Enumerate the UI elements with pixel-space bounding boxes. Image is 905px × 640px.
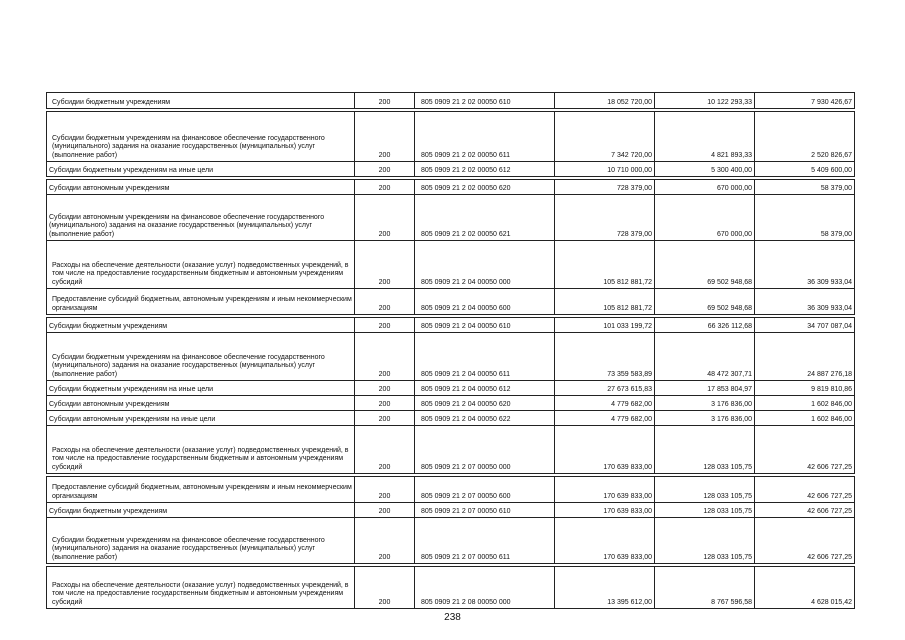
- row-executed-cell: 128 033 105,75: [655, 477, 755, 503]
- row-unexecuted-cell: 42 606 727,25: [755, 518, 855, 564]
- row-executed-cell: 3 176 836,00: [655, 411, 755, 426]
- row-approved-cell: 170 639 833,00: [555, 518, 655, 564]
- row-unexecuted-cell: 7 930 426,67: [755, 93, 855, 109]
- row-name-cell: Субсидии бюджетным учреждениям на иные цели: [47, 162, 355, 177]
- row-approved-cell: 73 359 583,89: [555, 333, 655, 381]
- table-row: [47, 289, 855, 315]
- row-approved-cell: 728 379,00: [555, 180, 655, 195]
- table-row: [47, 93, 855, 109]
- row-executed-cell: 8 767 596,58: [655, 567, 755, 609]
- row-approved-cell: 105 812 881,72: [555, 241, 655, 289]
- row-unexecuted-cell: 9 819 810,86: [755, 381, 855, 396]
- table-row: [47, 518, 855, 564]
- row-executed-cell: 5 300 400,00: [655, 162, 755, 177]
- row-code-cell: 200: [355, 567, 415, 609]
- row-code-cell: 200: [355, 180, 415, 195]
- row-approved-cell: 170 639 833,00: [555, 426, 655, 474]
- table-row: [47, 180, 855, 195]
- row-classifier-cell: 805 0909 21 2 04 00050 612: [415, 381, 555, 396]
- row-code-cell: 200: [355, 241, 415, 289]
- table-row: [47, 381, 855, 396]
- row-classifier-cell: 805 0909 21 2 02 00050 620: [415, 180, 555, 195]
- row-approved-cell: 4 779 682,00: [555, 396, 655, 411]
- row-name-cell: Субсидии автономным учреждениям на иные цели: [47, 411, 355, 426]
- row-executed-cell: 4 821 893,33: [655, 112, 755, 162]
- row-approved-cell: 13 395 612,00: [555, 567, 655, 609]
- row-code-cell: 200: [355, 396, 415, 411]
- row-unexecuted-cell: 58 379,00: [755, 180, 855, 195]
- row-code-cell: 200: [355, 333, 415, 381]
- row-name-cell: Субсидии бюджетным учреждениям: [47, 318, 355, 333]
- row-classifier-cell: 805 0909 21 2 02 00050 611: [415, 112, 555, 162]
- row-executed-cell: 3 176 836,00: [655, 396, 755, 411]
- row-classifier-cell: 805 0909 21 2 07 00050 000: [415, 426, 555, 474]
- row-classifier-cell: 805 0909 21 2 07 00050 600: [415, 477, 555, 503]
- row-approved-cell: 728 379,00: [555, 195, 655, 241]
- row-unexecuted-cell: 42 606 727,25: [755, 503, 855, 518]
- row-name-cell: Субсидии автономным учреждениям на финансовое обеспечение государственного (муниципального) задания на оказание государственных (муниципальных) услуг (выполнение работ): [47, 195, 355, 241]
- row-name-cell: Субсидии бюджетным учреждениям: [47, 503, 355, 518]
- row-unexecuted-cell: 1 602 846,00: [755, 396, 855, 411]
- row-code-cell: 200: [355, 289, 415, 315]
- row-code-cell: 200: [355, 503, 415, 518]
- row-name-cell: Предоставление субсидий бюджетным, автономным учреждениям и иным некоммерческим организациям: [47, 477, 355, 503]
- table-row: [47, 112, 855, 162]
- row-approved-cell: 170 639 833,00: [555, 477, 655, 503]
- row-approved-cell: 7 342 720,00: [555, 112, 655, 162]
- row-approved-cell: 27 673 615,83: [555, 381, 655, 396]
- table-body: [47, 93, 855, 609]
- row-unexecuted-cell: 42 606 727,25: [755, 426, 855, 474]
- row-name-cell: Предоставление субсидий бюджетным, автономным учреждениям и иным некоммерческим организациям: [47, 289, 355, 315]
- row-classifier-cell: 805 0909 21 2 04 00050 000: [415, 241, 555, 289]
- row-executed-cell: 670 000,00: [655, 195, 755, 241]
- row-classifier-cell: 805 0909 21 2 08 00050 000: [415, 567, 555, 609]
- budget-execution-table: [46, 92, 855, 609]
- table-row: [47, 241, 855, 289]
- row-classifier-cell: 805 0909 21 2 04 00050 620: [415, 396, 555, 411]
- row-unexecuted-cell: 24 887 276,18: [755, 333, 855, 381]
- table-row: [47, 162, 855, 177]
- table-row: [47, 318, 855, 333]
- table-row: [47, 567, 855, 609]
- row-unexecuted-cell: 58 379,00: [755, 195, 855, 241]
- page-number: 238: [444, 612, 461, 623]
- row-approved-cell: 105 812 881,72: [555, 289, 655, 315]
- row-code-cell: 200: [355, 411, 415, 426]
- row-executed-cell: 69 502 948,68: [655, 289, 755, 315]
- table-row: [47, 396, 855, 411]
- row-name-cell: Субсидии бюджетным учреждениям на финансовое обеспечение государственного (муниципального) задания на оказание государственных (муниципальных) услуг (выполнение работ): [47, 518, 355, 564]
- row-executed-cell: 128 033 105,75: [655, 426, 755, 474]
- row-executed-cell: 17 853 804,97: [655, 381, 755, 396]
- table-row: [47, 333, 855, 381]
- row-code-cell: 200: [355, 112, 415, 162]
- row-name-cell: Субсидии бюджетным учреждениям: [47, 93, 355, 109]
- table-row: [47, 411, 855, 426]
- row-unexecuted-cell: 36 309 933,04: [755, 241, 855, 289]
- row-classifier-cell: 805 0909 21 2 02 00050 612: [415, 162, 555, 177]
- row-executed-cell: 128 033 105,75: [655, 503, 755, 518]
- row-code-cell: 200: [355, 93, 415, 109]
- row-unexecuted-cell: 5 409 600,00: [755, 162, 855, 177]
- row-executed-cell: 48 472 307,71: [655, 333, 755, 381]
- row-name-cell: Субсидии автономным учреждениям: [47, 396, 355, 411]
- row-unexecuted-cell: 1 602 846,00: [755, 411, 855, 426]
- row-approved-cell: 4 779 682,00: [555, 411, 655, 426]
- row-classifier-cell: 805 0909 21 2 04 00050 600: [415, 289, 555, 315]
- row-code-cell: 200: [355, 477, 415, 503]
- row-name-cell: Расходы на обеспечение деятельности (оказание услуг) подведомственных учреждений, в том числе на предоставление государственным бюджетным и автономным учреждениям субсидий: [47, 567, 355, 609]
- row-unexecuted-cell: 2 520 826,67: [755, 112, 855, 162]
- row-name-cell: Субсидии бюджетным учреждениям на иные цели: [47, 381, 355, 396]
- row-unexecuted-cell: 42 606 727,25: [755, 477, 855, 503]
- row-code-cell: 200: [355, 162, 415, 177]
- row-unexecuted-cell: 36 309 933,04: [755, 289, 855, 315]
- table-row: [47, 426, 855, 474]
- table-row: [47, 477, 855, 503]
- row-classifier-cell: 805 0909 21 2 07 00050 610: [415, 503, 555, 518]
- row-code-cell: 200: [355, 318, 415, 333]
- row-approved-cell: 18 052 720,00: [555, 93, 655, 109]
- row-approved-cell: 101 033 199,72: [555, 318, 655, 333]
- row-classifier-cell: 805 0909 21 2 04 00050 610: [415, 318, 555, 333]
- row-approved-cell: 170 639 833,00: [555, 503, 655, 518]
- row-executed-cell: 128 033 105,75: [655, 518, 755, 564]
- row-name-cell: Расходы на обеспечение деятельности (оказание услуг) подведомственных учреждений, в том числе на предоставление государственным бюджетным и автономным учреждениям субсидий: [47, 426, 355, 474]
- row-code-cell: 200: [355, 518, 415, 564]
- row-unexecuted-cell: 34 707 087,04: [755, 318, 855, 333]
- row-name-cell: Субсидии бюджетным учреждениям на финансовое обеспечение государственного (муниципального) задания на оказание государственных (муниципальных) услуг (выполнение работ): [47, 333, 355, 381]
- table-row: [47, 503, 855, 518]
- row-approved-cell: 10 710 000,00: [555, 162, 655, 177]
- row-code-cell: 200: [355, 426, 415, 474]
- row-code-cell: 200: [355, 381, 415, 396]
- row-executed-cell: 10 122 293,33: [655, 93, 755, 109]
- row-executed-cell: 66 326 112,68: [655, 318, 755, 333]
- row-unexecuted-cell: 4 628 015,42: [755, 567, 855, 609]
- row-code-cell: 200: [355, 195, 415, 241]
- row-classifier-cell: 805 0909 21 2 02 00050 610: [415, 93, 555, 109]
- row-classifier-cell: 805 0909 21 2 07 00050 611: [415, 518, 555, 564]
- row-name-cell: Субсидии автономным учреждениям: [47, 180, 355, 195]
- row-executed-cell: 69 502 948,68: [655, 241, 755, 289]
- row-classifier-cell: 805 0909 21 2 04 00050 622: [415, 411, 555, 426]
- row-name-cell: Расходы на обеспечение деятельности (оказание услуг) подведомственных учреждений, в том числе на предоставление государственным бюджетным и автономным учреждениям субсидий: [47, 241, 355, 289]
- row-classifier-cell: 805 0909 21 2 02 00050 621: [415, 195, 555, 241]
- row-executed-cell: 670 000,00: [655, 180, 755, 195]
- table-row: [47, 195, 855, 241]
- row-name-cell: Субсидии бюджетным учреждениям на финансовое обеспечение государственного (муниципального) задания на оказание государственных (муниципальных) услуг (выполнение работ): [47, 112, 355, 162]
- row-classifier-cell: 805 0909 21 2 04 00050 611: [415, 333, 555, 381]
